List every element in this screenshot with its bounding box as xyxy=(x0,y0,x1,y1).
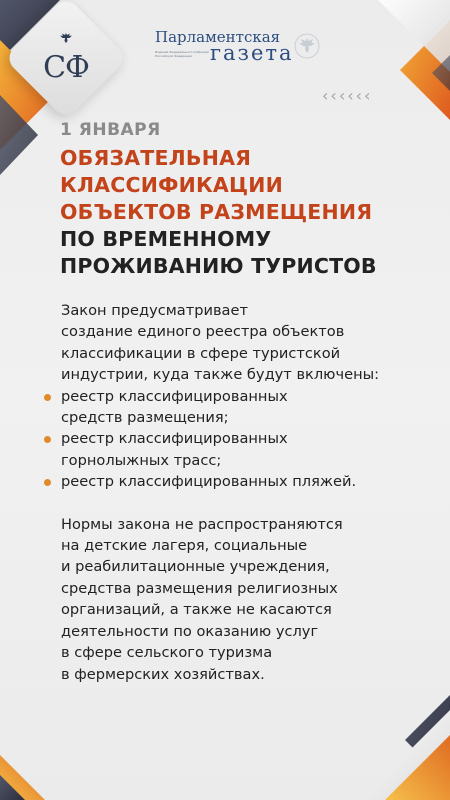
text-line: в фермерских хозяйствах. xyxy=(61,665,265,683)
headline-line: КЛАССИФИКАЦИИ xyxy=(60,173,283,197)
headline-line: ПО ВРЕМЕННОМУ xyxy=(60,227,272,251)
text-line: на детские лагеря, социальные xyxy=(61,537,308,555)
text-line: создание единого реестра объектов xyxy=(61,323,345,341)
date-label: 1 ЯНВАРЯ xyxy=(60,120,161,140)
text-line: деятельности по оказанию услуг xyxy=(61,622,319,640)
text-line: горнолыжных трасс; xyxy=(61,451,222,469)
chevron-left-icon: ‹ xyxy=(347,86,354,105)
text-line: средства размещения религиозных xyxy=(61,579,338,597)
chevron-left-icon: ‹ xyxy=(330,86,337,105)
text-line: организаций, а также не касаются xyxy=(61,601,332,619)
chevron-left-icon: ‹ xyxy=(322,86,329,105)
sf-logo xyxy=(22,14,110,102)
list-item xyxy=(44,471,441,492)
headline-line: ОБЯЗАТЕЛЬНАЯ xyxy=(60,146,252,170)
list-item xyxy=(44,386,441,429)
pg-logo-gazeta: газета xyxy=(210,41,294,65)
text-line: реестр классифицированных xyxy=(61,387,288,405)
text-line: и реабилитационные учреждения, xyxy=(61,558,330,576)
text-line: индустрии, куда также будут включены: xyxy=(61,366,380,384)
text-line: реестр классифицированных xyxy=(61,430,288,448)
headline-line: ОБЪЕКТОВ РАЗМЕЩЕНИЯ xyxy=(60,200,373,224)
bullet-dot-icon xyxy=(44,479,51,486)
sf-logo-text: СФ xyxy=(43,49,89,85)
chevron-decoration xyxy=(322,88,370,104)
exclusions-paragraph xyxy=(61,514,441,685)
bullet-list xyxy=(61,386,441,493)
chevron-left-icon: ‹ xyxy=(338,86,346,105)
text-line: средств размещения; xyxy=(61,409,229,427)
text-line: Закон предусматривает xyxy=(61,302,248,319)
pg-logo-title: Парламентская xyxy=(155,28,281,46)
headline-block xyxy=(60,119,440,280)
intro-paragraph xyxy=(61,300,441,386)
bullet-dot-icon xyxy=(44,394,51,401)
headline-line: ПРОЖИВАНИЮ ТУРИСТОВ xyxy=(60,254,377,278)
chevron-left-icon: ‹ xyxy=(364,86,371,105)
pg-logo-subtitle: Издание Федерального Собрания Российской Федерации xyxy=(155,50,209,58)
text-line: в сфере сельского туризма xyxy=(61,644,273,662)
list-item xyxy=(44,428,441,471)
bullet-dot-icon xyxy=(44,436,51,443)
text-line: реестр классифицированных пляжей. xyxy=(61,473,357,491)
eagle-icon xyxy=(58,32,74,44)
text-line: Нормы закона не распространяются xyxy=(61,515,343,533)
text-line: классификации в сфере туристской xyxy=(61,344,341,362)
chevron-left-icon: ‹ xyxy=(355,86,363,105)
article-body xyxy=(61,300,441,685)
emblem-icon xyxy=(294,33,320,59)
